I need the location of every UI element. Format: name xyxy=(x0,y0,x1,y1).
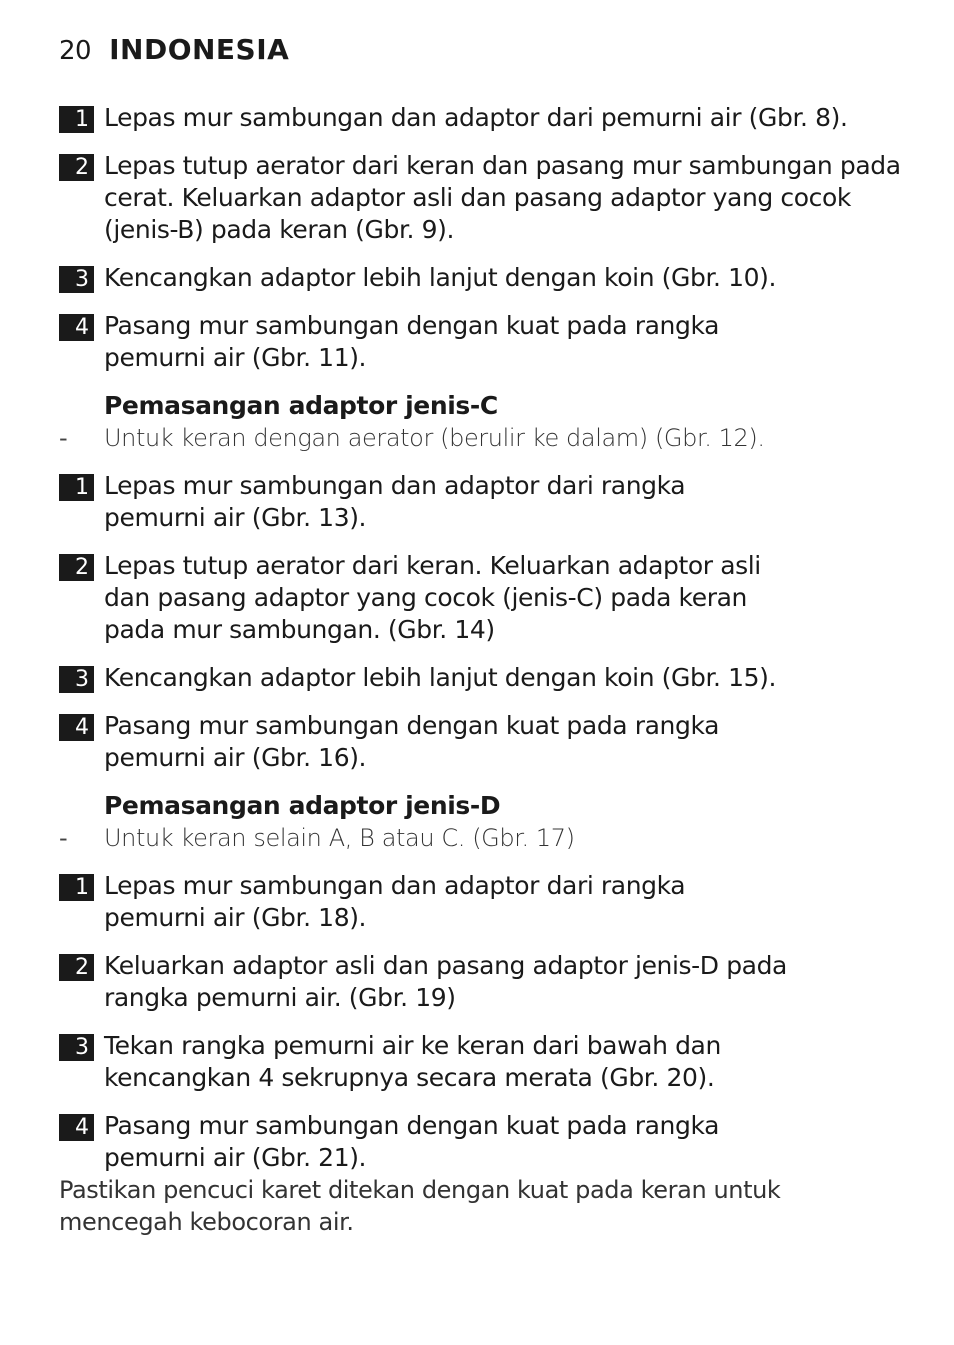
step-b-3 xyxy=(59,262,909,294)
step-text: Tekan rangka pemurni air ke keran dari bawah dan kencangkan 4 sekrupnya secara merata (Gbr. 20). xyxy=(104,1031,721,1092)
step-text: Lepas mur sambungan dan adaptor dari rangka pemurni air (Gbr. 18). xyxy=(104,871,686,932)
bullet-dash: - xyxy=(59,424,68,452)
step-number-badge: 3 xyxy=(59,666,94,693)
step-c-1 xyxy=(59,470,909,534)
step-number-badge: 3 xyxy=(59,266,94,293)
step-text: Lepas mur sambungan dan adaptor dari rangka pemurni air (Gbr. 13). xyxy=(104,471,686,532)
step-number-badge: 1 xyxy=(59,474,94,501)
step-d-3 xyxy=(59,1030,909,1094)
step-b-1 xyxy=(59,102,909,134)
step-number-badge: 3 xyxy=(59,1034,94,1061)
step-d-1 xyxy=(59,870,909,934)
bullet-c xyxy=(59,422,909,454)
step-text: Lepas tutup aerator dari keran dan pasang mur sambungan pada cerat. Keluarkan adaptor asli dan pasang adaptor yang cocok (jenis-B) pada keran (Gbr. 9). xyxy=(104,151,901,244)
step-text: Kencangkan adaptor lebih lanjut dengan koin (Gbr. 10). xyxy=(104,263,777,292)
page-number: 20 xyxy=(59,36,92,66)
step-number-badge: 4 xyxy=(59,1114,94,1141)
bullet-text: Untuk keran dengan aerator (berulir ke dalam) (Gbr. 12). xyxy=(104,424,765,452)
step-number-badge: 2 xyxy=(59,154,94,181)
step-text: Kencangkan adaptor lebih lanjut dengan koin (Gbr. 15). xyxy=(104,663,777,692)
section-heading-d: Pemasangan adaptor jenis-D xyxy=(104,791,501,820)
step-text: Pasang mur sambungan dengan kuat pada rangka pemurni air (Gbr. 16). xyxy=(104,711,720,772)
step-c-4 xyxy=(59,710,909,774)
step-text: Lepas tutup aerator dari keran. Keluarkan adaptor asli dan pasang adaptor yang cocok (jenis-C) pada keran pada mur sambungan. (Gbr. 14) xyxy=(104,551,761,644)
step-d-2 xyxy=(59,950,909,1014)
step-c-2 xyxy=(59,550,909,646)
step-d-4 xyxy=(59,1110,909,1174)
step-c-3 xyxy=(59,662,909,694)
step-number-badge: 2 xyxy=(59,954,94,981)
step-text: Keluarkan adaptor asli dan pasang adaptor jenis-D pada rangka pemurni air. (Gbr. 19) xyxy=(104,951,787,1012)
step-number-badge: 4 xyxy=(59,314,94,341)
document-body xyxy=(59,102,909,1238)
step-text: Lepas mur sambungan dan adaptor dari pemurni air (Gbr. 8). xyxy=(104,103,848,132)
bullet-dash: - xyxy=(59,824,68,852)
note-text: Pastikan pencuci karet ditekan dengan kuat pada keran untuk mencegah kebocoran air. xyxy=(59,1176,781,1236)
step-number-badge: 4 xyxy=(59,714,94,741)
step-text: Pasang mur sambungan dengan kuat pada rangka pemurni air (Gbr. 11). xyxy=(104,311,720,372)
step-text: Pasang mur sambungan dengan kuat pada rangka pemurni air (Gbr. 21). xyxy=(104,1111,720,1172)
bullet-text: Untuk keran selain A, B atau C. (Gbr. 17) xyxy=(104,824,575,852)
step-b-2 xyxy=(59,150,909,246)
bullet-d xyxy=(59,822,909,854)
step-b-4 xyxy=(59,310,909,374)
step-number-badge: 1 xyxy=(59,874,94,901)
section-heading-c: Pemasangan adaptor jenis-C xyxy=(104,391,498,420)
page-header xyxy=(59,33,289,66)
step-number-badge: 1 xyxy=(59,106,94,133)
page-title: INDONESIA xyxy=(109,33,290,66)
step-number-badge: 2 xyxy=(59,554,94,581)
